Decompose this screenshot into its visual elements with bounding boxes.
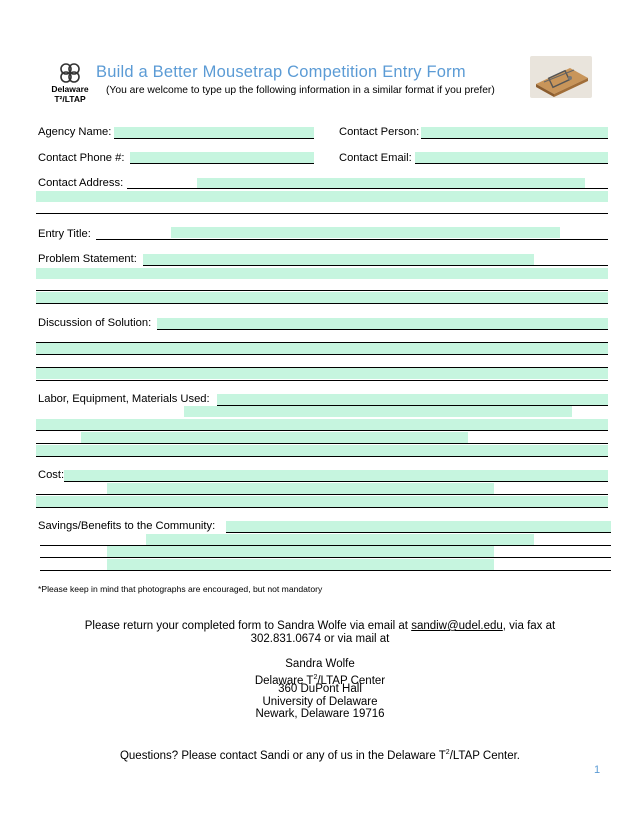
contact-phone-label: Contact Phone #: [38,152,125,164]
problem-statement-line [143,265,608,266]
address-org: Delaware $T^2$/LTAP Center [254,673,386,687]
return-text-before: Please return your completed form to Sandra Wolfe via email at [84,620,412,632]
contact-phone-line [130,163,314,164]
agency-name-line [114,138,314,139]
savings-line [226,532,611,533]
contact-address-label: Contact Address: [38,177,124,189]
savings-field-3[interactable] [107,546,494,557]
email-link[interactable]: sandiw@udel.edu [411,620,503,632]
entry-title-label: Entry Title: [38,228,91,240]
labor-field[interactable] [217,394,608,405]
entry-title-field[interactable] [171,227,560,238]
page-number: 1 [594,764,601,776]
problem-statement-field-3[interactable] [36,292,608,303]
cost-field-2[interactable] [107,483,494,494]
address-street: 360 DuPont Hall [278,683,362,696]
clover-logo-icon [59,62,81,84]
savings-field-2[interactable] [146,534,534,545]
mousetrap-image-icon [530,56,592,98]
form-subtitle: (You are welcome to type up the following information in a similar format if you prefer) [106,85,495,96]
contact-email-label: Contact Email: [339,152,412,164]
problem-statement-label: Problem Statement: [38,253,137,265]
contact-email-line [415,163,608,164]
labor-line-3 [36,443,608,444]
cost-line-3 [36,507,608,508]
cost-label: Cost: [38,469,65,481]
savings-field-4[interactable] [107,559,494,570]
discussion-field[interactable] [157,318,608,329]
discussion-line-3 [36,354,608,355]
cost-line-2 [36,494,608,495]
contact-address-line-2 [36,213,608,214]
agency-name-label: Agency Name: [38,126,112,138]
photographs-note: *Please keep in mind that photographs are encouraged, but not mandatory [38,584,323,594]
return-instructions-line1 [0,620,640,634]
labor-line-2 [36,430,608,431]
contact-person-line [421,138,608,139]
agency-name-field[interactable] [114,127,314,138]
savings-line-3 [40,557,611,558]
problem-statement-field[interactable] [143,254,534,265]
labor-line-4 [36,456,608,457]
problem-statement-line-3 [36,303,608,304]
labor-field-5[interactable] [36,445,608,456]
return-text-after: , via fax at [502,620,556,632]
discussion-line [157,329,608,330]
cost-line [64,481,608,482]
labor-field-3[interactable] [36,419,608,430]
contact-person-label: Contact Person: [339,126,420,138]
labor-field-2[interactable] [184,406,572,417]
discussion-field-2[interactable] [36,343,608,354]
contact-person-field[interactable] [421,127,608,138]
contact-address-line [127,188,608,189]
cost-field-3[interactable] [36,496,608,507]
problem-statement-field-2[interactable] [36,268,608,279]
mailing-address [0,658,640,721]
cost-field[interactable] [64,470,608,481]
savings-benefits-label: Savings/Benefits to the Community: [38,520,216,532]
return-instructions-line2: 302.831.0674 or via mail at [250,633,390,645]
problem-statement-line-2 [36,290,608,291]
contact-email-field[interactable] [415,152,608,163]
address-name: Sandra Wolfe [285,658,355,670]
contact-phone-field[interactable] [130,152,314,163]
delaware-t2-ltap-logo [46,62,94,104]
address-university: University of Delaware [262,695,378,708]
savings-line-4 [40,570,611,571]
labor-equipment-label: Labor, Equipment, Materials Used: [38,393,210,405]
form-title: Build a Better Mousetrap Competition Entry Form [96,63,466,81]
mousetrap-photo [530,56,592,98]
labor-field-4[interactable] [81,432,468,443]
logo-name-line2: T²/LTAP [54,94,86,104]
discussion-field-3[interactable] [36,368,608,379]
address-city: Newark, Delaware 19716 [255,708,385,721]
discussion-line-5 [36,380,608,381]
discussion-of-solution-label: Discussion of Solution: [38,317,152,329]
entry-title-line [96,239,608,240]
questions-line: Questions? Please contact Sandi or any of us in the Delaware $T^2$/LTAP Center. [119,749,521,762]
logo-name-line1: Delaware [51,84,89,94]
contact-address-field-2[interactable] [36,191,608,202]
savings-field[interactable] [226,521,611,532]
